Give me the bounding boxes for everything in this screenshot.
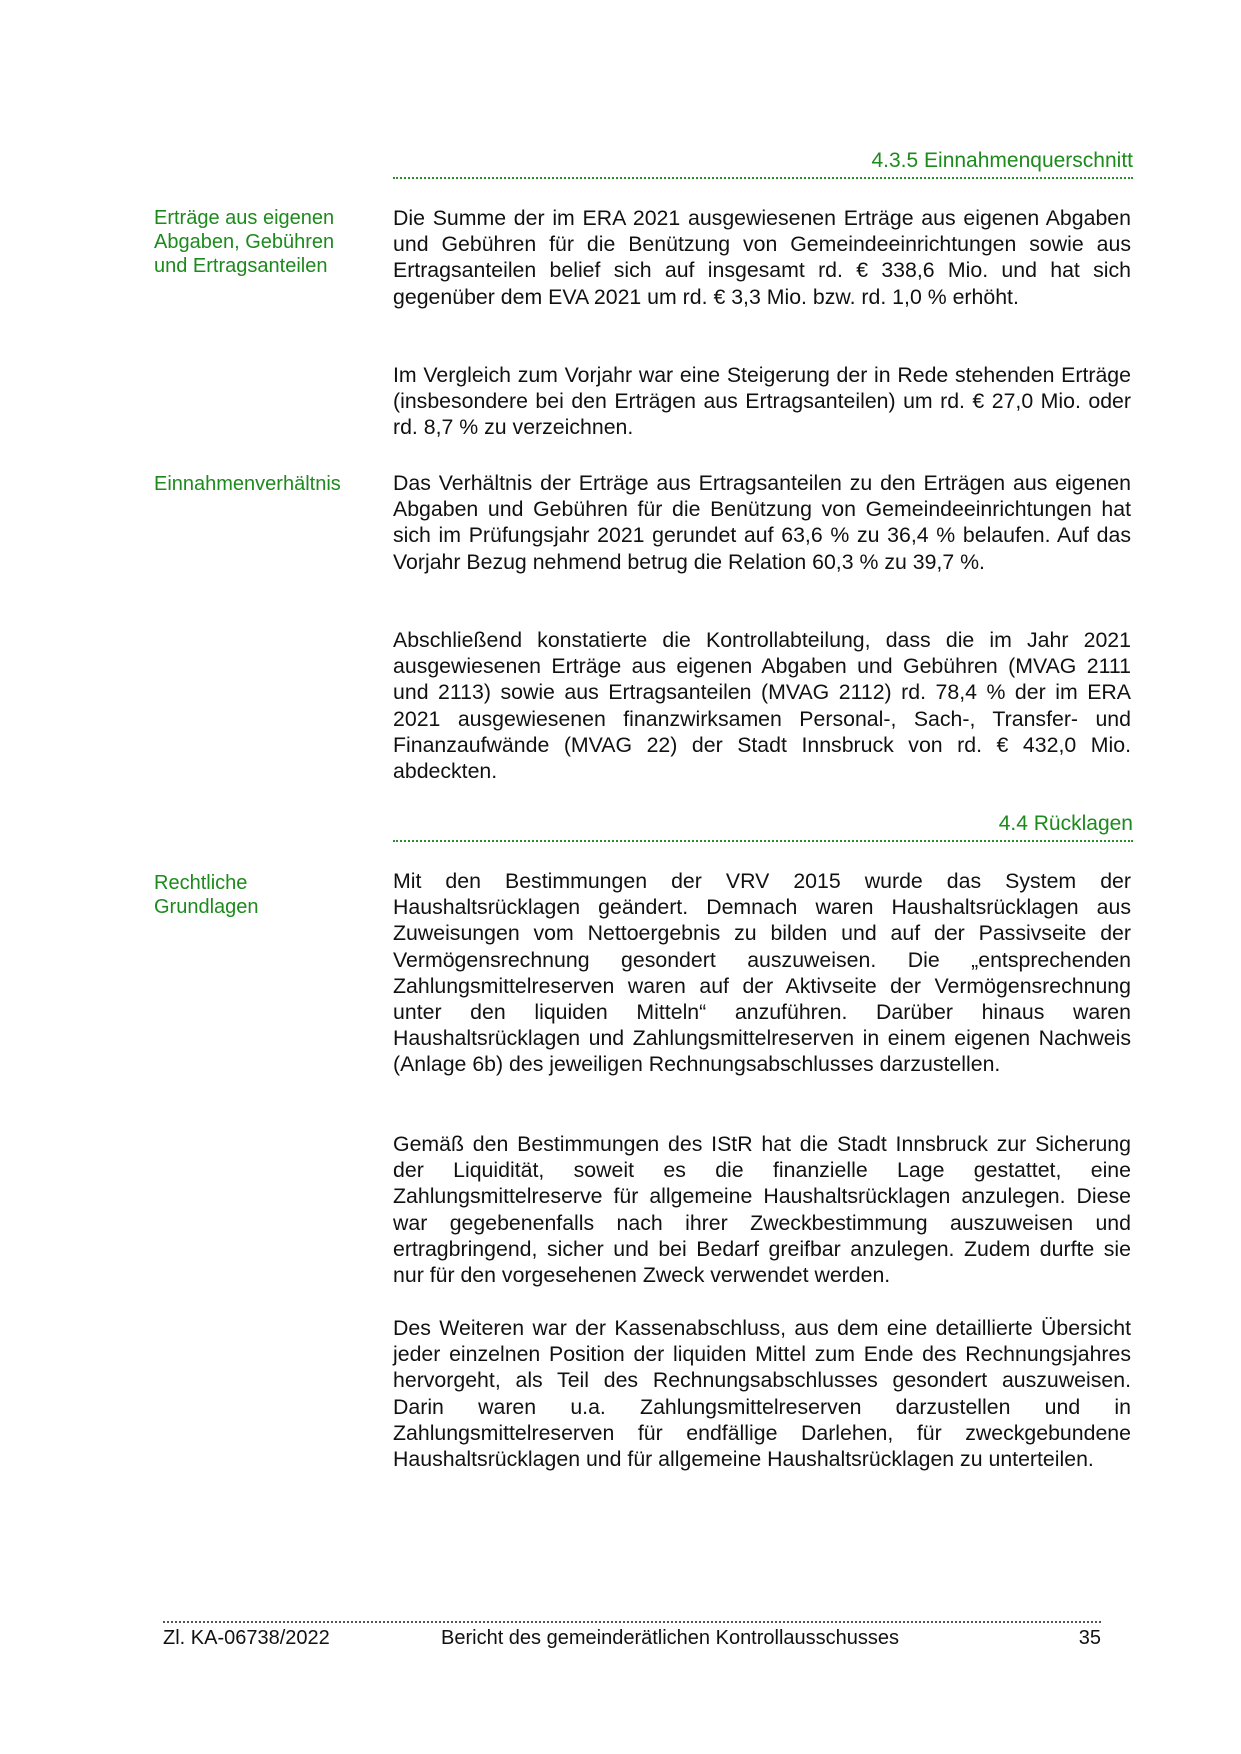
- paragraph-verhaeltnis: Das Verhältnis der Erträge aus Ertragsanteilen zu den Erträgen aus eigenen Abgaben und Gebühren für die Benützung von Gemeindeeinrichtungen hat sich im Prüfungsjahr 2021 gerundet auf 63,6 % zu 36,4 % belaufen. Auf das Vorjahr Bezug nehmend betrug die Relation 60,3 % zu 39,7 %.: [393, 471, 1131, 574]
- paragraph-ertraege-summe: Die Summe der im ERA 2021 ausgewiesenen Erträge aus eigenen Abgaben und Gebühren für die Benützung von Gemeindeeinrichtungen sowie aus Ertragsanteilen belief sich auf insgesamt rd. € 338,6 Mio. und hat sich gegenüber dem EVA 2021 um rd. € 3,3 Mio. bzw. rd. 1,0 % erhöht.: [393, 206, 1131, 309]
- footer-reference: Zl. KA-06738/2022: [163, 1627, 330, 1649]
- section-heading-ruecklagen: 4.4 Rücklagen: [998, 812, 1133, 835]
- paragraph-istr: Gemäß den Bestimmungen des IStR hat die Stadt Innsbruck zur Sicherung der Liquidität, soweit es die finanzielle Lage gestattet, eine Zahlungsmittelreserve für allgemeine Haushaltsrücklagen anzulegen. Diese war gegebenenfalls nach ihrer Zweckbestimmung auszuweisen und ertragbringend, sicher und bei Bedarf greifbar anzulegen. Zudem durfte sie nur für den vorgesehenen Zweck verwendet werden.: [393, 1132, 1131, 1288]
- footer-report-title: Bericht des gemeinderätlichen Kontrollausschusses: [441, 1627, 900, 1649]
- side-label-line: Abgaben, Gebühren: [154, 231, 335, 253]
- side-label-line: Grundlagen: [154, 896, 259, 918]
- side-label-ertraege: [154, 206, 374, 278]
- side-label-line: Erträge aus eigenen: [154, 207, 335, 229]
- side-label-line: und Ertragsanteilen: [154, 255, 328, 277]
- paragraph-kassenabschluss: Des Weiteren war der Kassenabschluss, aus dem eine detaillierte Übersicht jeder einzelnen Position der liquiden Mittel zum Ende des Rechnungsjahres hervorgeht, als Teil des Rechnungsabschlusses gesondert auszuweisen. Darin waren u.a. Zahlungsmittelreserven darzustellen und in Zahlungsmittelreserven für endfällige Darlehen, für zweckgebundene Haushaltsrücklagen und für allgemeine Haushaltsrücklagen zu unterteilen.: [393, 1316, 1131, 1472]
- side-label-rechtliche-grundlagen: [154, 871, 374, 919]
- paragraph-vrv-2015: Mit den Bestimmungen der VRV 2015 wurde das System der Haushaltsrücklagen geändert. Demnach waren Haushaltsrücklagen aus Zuweisungen vom Nettoergebnis zu bilden und auf der Passivseite der Vermögensrechnung gesondert auszuweisen. Die „entsprechenden Zahlungsmittelreserven waren auf der Aktivseite der Vermögensrechnung unter den liquiden Mitteln“ anzuführen. Darüber hinaus waren Haushaltsrücklagen und Zahlungsmittelreserven in einem eigenen Nachweis (Anlage 6b) des jeweiligen Rechnungsabschlusses darzustellen.: [393, 869, 1131, 1077]
- section-heading-einnahmenquerschnitt: 4.3.5 Einnahmenquerschnitt: [871, 149, 1133, 172]
- section-divider: [393, 177, 1133, 179]
- side-label-line: Rechtliche: [154, 872, 248, 894]
- side-label-line: Einnahmenverhältnis: [154, 473, 341, 495]
- section-divider: [393, 840, 1133, 842]
- paragraph-abschliessend: Abschließend konstatierte die Kontrollabteilung, dass die im Jahr 2021 ausgewiesenen Erträge aus eigenen Abgaben und Gebühren (MVAG 2111 und 2113) sowie aus Ertragsanteilen (MVAG 2112) rd. 78,4 % der im ERA 2021 ausgewiesenen finanzwirksamen Personal-, Sach-, Transfer- und Finanzaufwände (MVAG 22) der Stadt Innsbruck von rd. € 432,0 Mio. abdeckten.: [393, 628, 1131, 784]
- side-label-einnahmenverhaeltnis: [154, 472, 374, 496]
- page-number: 35: [1078, 1627, 1101, 1649]
- paragraph-vergleich-vorjahr: Im Vergleich zum Vorjahr war eine Steigerung der in Rede stehenden Erträge (insbesondere bei den Erträgen aus Ertragsanteilen) um rd. € 27,0 Mio. oder rd. 8,7 % zu verzeichnen.: [393, 363, 1131, 440]
- footer-divider: [163, 1621, 1101, 1623]
